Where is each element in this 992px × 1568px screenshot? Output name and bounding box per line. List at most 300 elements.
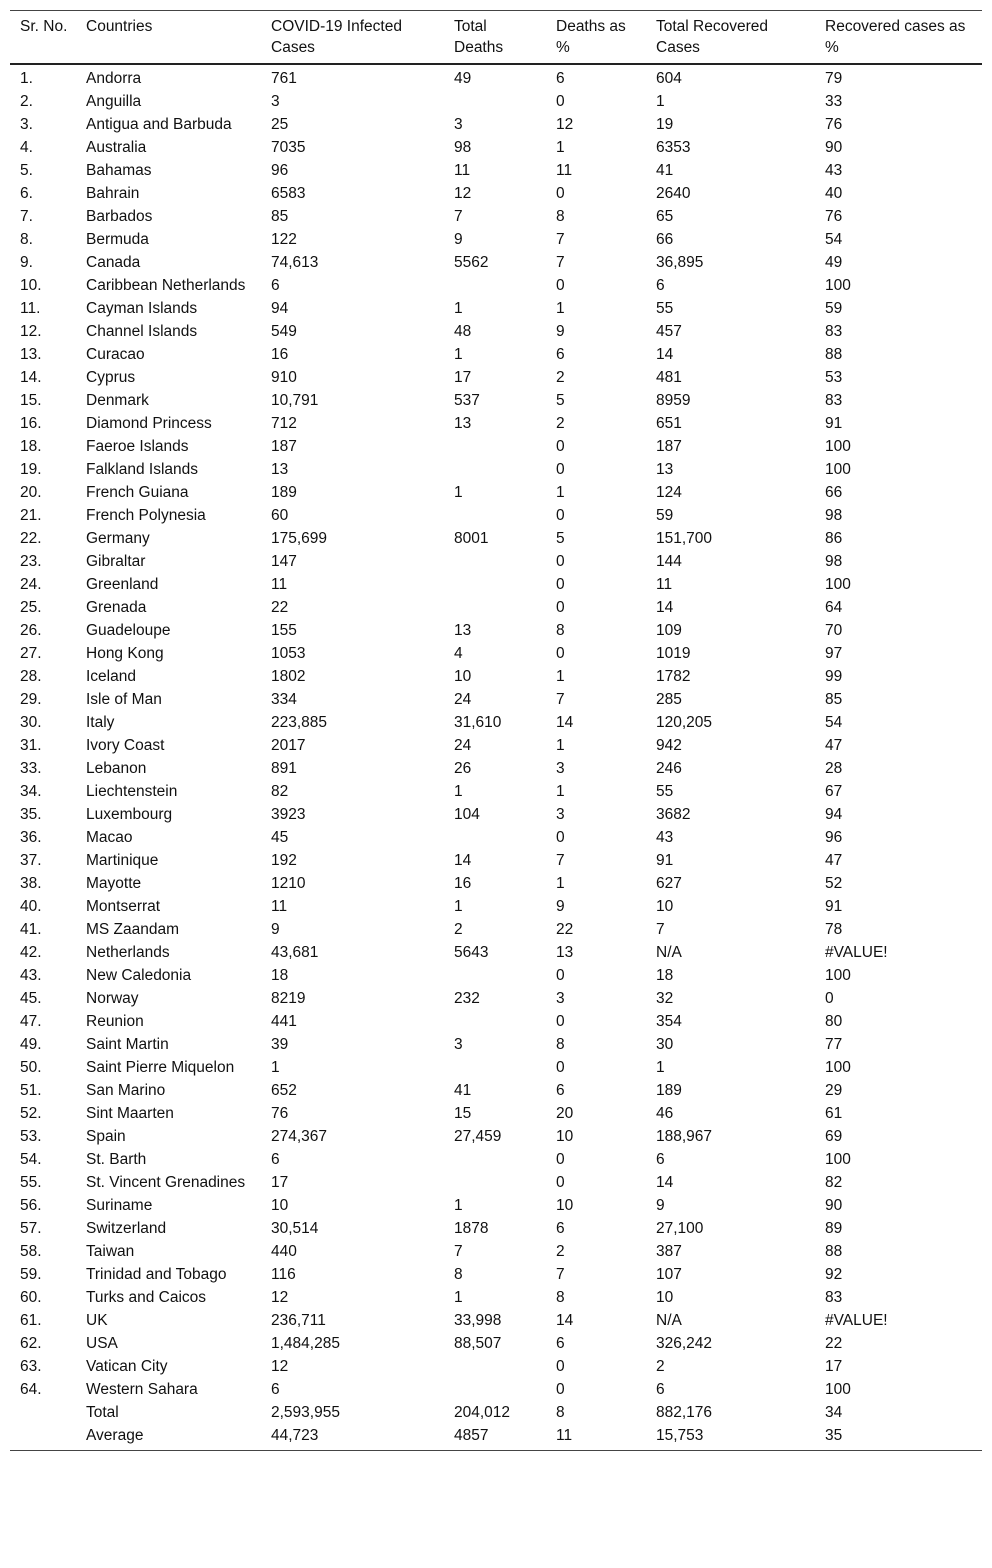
cell-country: Gibraltar	[86, 553, 146, 570]
cell-infected-cases: 39	[271, 1036, 289, 1053]
cell-recovered-percent: 47	[825, 737, 843, 754]
cell-infected-cases: 12	[271, 1358, 289, 1375]
cell-infected-cases: 652	[271, 1082, 297, 1099]
cell-total-deaths: 14	[454, 852, 472, 869]
cell-country: Bahamas	[86, 162, 152, 179]
cell-deaths-percent: 0	[556, 277, 565, 294]
cell-total-deaths: 98	[454, 139, 472, 156]
cell-recovered-percent: 17	[825, 1358, 843, 1375]
cell-deaths-percent: 0	[556, 553, 565, 570]
table-row	[10, 1148, 982, 1171]
cell-total-deaths: 3	[454, 1036, 463, 1053]
cell-infected-cases: 11	[271, 576, 288, 593]
cell-country: French Guiana	[86, 484, 189, 501]
cell-total-deaths: 48	[454, 323, 472, 340]
cell-recovered-percent: 66	[825, 484, 843, 501]
cell-total-deaths	[444, 550, 546, 573]
cell-sr-no: 30.	[20, 714, 42, 731]
cell-country: Saint Pierre Miquelon	[86, 1059, 235, 1076]
table-row	[10, 1424, 982, 1451]
cell-country: Western Sahara	[86, 1381, 198, 1398]
header-infected-cases: COVID-19 Infected Cases	[271, 18, 402, 56]
cell-recovered-percent: 28	[825, 760, 843, 777]
cell-total-deaths: 31,610	[454, 714, 502, 731]
cell-infected-cases: 1	[271, 1059, 280, 1076]
cell-total-deaths	[444, 573, 546, 596]
cell-sr-no: 52.	[20, 1105, 42, 1122]
cell-deaths-percent: 6	[556, 346, 565, 363]
cell-recovered-percent: 35	[825, 1427, 843, 1444]
cell-total-recovered: 6353	[656, 139, 691, 156]
cell-total-recovered: 66	[656, 231, 674, 248]
cell-deaths-percent: 11	[556, 1427, 573, 1444]
cell-total-recovered: 10	[656, 898, 674, 915]
cell-total-deaths	[444, 458, 546, 481]
cell-total-recovered: 481	[656, 369, 682, 386]
cell-total-recovered: 32	[656, 990, 674, 1007]
cell-total-deaths: 24	[454, 737, 472, 754]
cell-infected-cases: 10	[271, 1197, 289, 1214]
cell-recovered-percent: 94	[825, 806, 843, 823]
cell-deaths-percent: 7	[556, 1266, 565, 1283]
cell-sr-no: 57.	[20, 1220, 42, 1237]
cell-sr-no: 27.	[20, 645, 42, 662]
cell-sr-no	[10, 1401, 76, 1424]
cell-recovered-percent: 49	[825, 254, 843, 271]
cell-sr-no: 28.	[20, 668, 42, 685]
cell-recovered-percent: 29	[825, 1082, 843, 1099]
cell-sr-no: 26.	[20, 622, 42, 639]
cell-total-deaths: 49	[454, 70, 472, 87]
cell-recovered-percent: 40	[825, 185, 843, 202]
cell-infected-cases: 96	[271, 162, 289, 179]
cell-deaths-percent: 0	[556, 1013, 565, 1030]
table-row	[10, 596, 982, 619]
cell-deaths-percent: 6	[556, 1082, 565, 1099]
table-row	[10, 803, 982, 826]
cell-recovered-percent: 22	[825, 1335, 843, 1352]
table-row	[10, 826, 982, 849]
cell-country: Martinique	[86, 852, 159, 869]
cell-total-deaths: 5562	[454, 254, 489, 271]
cell-country: Germany	[86, 530, 150, 547]
cell-sr-no: 13.	[20, 346, 42, 363]
cell-total-deaths: 1	[454, 346, 463, 363]
cell-total-deaths	[444, 1148, 546, 1171]
cell-total-deaths	[444, 1378, 546, 1401]
cell-country: USA	[86, 1335, 118, 1352]
cell-recovered-percent: 100	[825, 461, 851, 478]
cell-infected-cases: 11	[271, 898, 288, 915]
cell-infected-cases: 6583	[271, 185, 306, 202]
cell-total-deaths: 2	[454, 921, 463, 938]
cell-country: Channel Islands	[86, 323, 198, 340]
cell-infected-cases: 334	[271, 691, 297, 708]
cell-country: UK	[86, 1312, 108, 1329]
cell-infected-cases: 10,791	[271, 392, 319, 409]
cell-deaths-percent: 2	[556, 1243, 565, 1260]
cell-total-deaths	[444, 1171, 546, 1194]
cell-sr-no: 45.	[20, 990, 42, 1007]
table-row	[10, 688, 982, 711]
cell-total-deaths: 3	[454, 116, 463, 133]
table-row	[10, 64, 982, 90]
table-row	[10, 1102, 982, 1125]
cell-deaths-percent: 1	[556, 783, 565, 800]
cell-sr-no: 20.	[20, 484, 42, 501]
cell-deaths-percent: 0	[556, 1151, 565, 1168]
table-row	[10, 159, 982, 182]
cell-total-recovered: N/A	[656, 1312, 682, 1329]
cell-recovered-percent: 61	[825, 1105, 843, 1122]
cell-total-deaths: 33,998	[454, 1312, 502, 1329]
cell-recovered-percent: 91	[825, 415, 843, 432]
cell-total-deaths: 1878	[454, 1220, 489, 1237]
cell-deaths-percent: 8	[556, 1289, 565, 1306]
cell-total-deaths	[444, 826, 546, 849]
cell-total-deaths: 5643	[454, 944, 489, 961]
cell-recovered-percent: 90	[825, 139, 843, 156]
cell-sr-no: 3.	[20, 116, 33, 133]
cell-total-recovered: 285	[656, 691, 682, 708]
cell-total-recovered: 354	[656, 1013, 682, 1030]
cell-total-deaths: 10	[454, 668, 472, 685]
header-deaths-percent: Deaths as %	[556, 18, 626, 56]
cell-country: Anguilla	[86, 93, 142, 110]
cell-total-recovered: 43	[656, 829, 674, 846]
cell-infected-cases: 155	[271, 622, 297, 639]
table-row	[10, 642, 982, 665]
cell-country: Suriname	[86, 1197, 153, 1214]
cell-deaths-percent: 10	[556, 1128, 574, 1145]
table-row	[10, 389, 982, 412]
cell-sr-no: 49.	[20, 1036, 42, 1053]
cell-sr-no: 12.	[20, 323, 42, 340]
header-recovered-percent: Recovered cases as %	[825, 18, 966, 56]
cell-deaths-percent: 0	[556, 599, 565, 616]
cell-infected-cases: 761	[271, 70, 297, 87]
cell-total-recovered: 1019	[656, 645, 691, 662]
cell-recovered-percent: 79	[825, 70, 843, 87]
table-row	[10, 711, 982, 734]
cell-sr-no: 16.	[20, 415, 42, 432]
cell-recovered-percent: 47	[825, 852, 843, 869]
cell-recovered-percent: 59	[825, 300, 843, 317]
cell-infected-cases: 25	[271, 116, 289, 133]
cell-total-recovered: 387	[656, 1243, 682, 1260]
cell-total-recovered: 1782	[656, 668, 691, 685]
cell-deaths-percent: 10	[556, 1197, 574, 1214]
cell-recovered-percent: 54	[825, 714, 843, 731]
cell-total-recovered: 1	[656, 93, 665, 110]
cell-deaths-percent: 9	[556, 323, 565, 340]
table-row	[10, 1401, 982, 1424]
table-row	[10, 90, 982, 113]
cell-recovered-percent: 98	[825, 507, 843, 524]
cell-total-recovered: 627	[656, 875, 682, 892]
cell-total-deaths: 9	[454, 231, 463, 248]
cell-total-recovered: 1	[656, 1059, 665, 1076]
cell-deaths-percent: 3	[556, 806, 565, 823]
cell-deaths-percent: 0	[556, 507, 565, 524]
cell-recovered-percent: 91	[825, 898, 843, 915]
cell-recovered-percent: 76	[825, 116, 843, 133]
table-row	[10, 527, 982, 550]
table-row	[10, 987, 982, 1010]
cell-infected-cases: 910	[271, 369, 297, 386]
table-row	[10, 550, 982, 573]
cell-total-recovered: N/A	[656, 944, 682, 961]
header-sr-no: Sr. No.	[20, 18, 68, 35]
cell-total-deaths: 232	[454, 990, 480, 1007]
cell-total-deaths: 11	[454, 162, 471, 179]
cell-total-recovered: 604	[656, 70, 682, 87]
cell-deaths-percent: 0	[556, 645, 565, 662]
table-body	[10, 64, 982, 1451]
cell-deaths-percent: 14	[556, 714, 574, 731]
cell-deaths-percent: 1	[556, 668, 565, 685]
table-row	[10, 1332, 982, 1355]
cell-recovered-percent: 96	[825, 829, 843, 846]
cell-total-deaths: 7	[454, 1243, 463, 1260]
cell-infected-cases: 60	[271, 507, 289, 524]
cell-recovered-percent: #VALUE!	[825, 944, 888, 961]
cell-sr-no: 15.	[20, 392, 42, 409]
cell-recovered-percent: 98	[825, 553, 843, 570]
cell-recovered-percent: 100	[825, 967, 851, 984]
cell-total-deaths: 13	[454, 415, 472, 432]
cell-deaths-percent: 5	[556, 530, 565, 547]
cell-deaths-percent: 8	[556, 208, 565, 225]
cell-recovered-percent: 100	[825, 1381, 851, 1398]
cell-sr-no: 9.	[20, 254, 33, 271]
cell-deaths-percent: 6	[556, 1335, 565, 1352]
cell-recovered-percent: 85	[825, 691, 843, 708]
cell-recovered-percent: 52	[825, 875, 843, 892]
cell-country: Saint Martin	[86, 1036, 169, 1053]
cell-recovered-percent: 97	[825, 645, 843, 662]
cell-total-recovered: 55	[656, 783, 674, 800]
cell-infected-cases: 175,699	[271, 530, 328, 547]
cell-deaths-percent: 2	[556, 369, 565, 386]
cell-deaths-percent: 0	[556, 1174, 565, 1191]
cell-sr-no: 10.	[20, 277, 42, 294]
cell-country: Antigua and Barbuda	[86, 116, 232, 133]
table-row	[10, 573, 982, 596]
cell-sr-no: 47.	[20, 1013, 42, 1030]
cell-total-recovered: 14	[656, 1174, 674, 1191]
cell-total-recovered: 651	[656, 415, 682, 432]
cell-country: Vatican City	[86, 1358, 168, 1375]
cell-infected-cases: 43,681	[271, 944, 319, 961]
cell-total-recovered: 942	[656, 737, 682, 754]
cell-country: French Polynesia	[86, 507, 206, 524]
cell-sr-no: 21.	[20, 507, 42, 524]
cell-total-recovered: 59	[656, 507, 674, 524]
table-row	[10, 113, 982, 136]
cell-sr-no: 18.	[20, 438, 42, 455]
cell-deaths-percent: 0	[556, 93, 565, 110]
cell-recovered-percent: 100	[825, 576, 851, 593]
cell-country: Caribbean Netherlands	[86, 277, 246, 294]
cell-country: Curacao	[86, 346, 145, 363]
cell-total-recovered: 18	[656, 967, 674, 984]
cell-total-recovered: 2640	[656, 185, 691, 202]
cell-recovered-percent: 78	[825, 921, 843, 938]
cell-country: Iceland	[86, 668, 136, 685]
cell-total-deaths: 1	[454, 1197, 463, 1214]
cell-total-deaths: 8001	[454, 530, 489, 547]
cell-total-recovered: 6	[656, 1151, 665, 1168]
cell-total-recovered: 11	[656, 576, 673, 593]
cell-country: Bahrain	[86, 185, 140, 202]
cell-sr-no	[10, 1424, 76, 1451]
cell-sr-no: 29.	[20, 691, 42, 708]
cell-deaths-percent: 7	[556, 231, 565, 248]
table-row	[10, 895, 982, 918]
cell-total-deaths: 537	[454, 392, 480, 409]
cell-infected-cases: 189	[271, 484, 297, 501]
cell-total-recovered: 189	[656, 1082, 682, 1099]
cell-recovered-percent: 89	[825, 1220, 843, 1237]
cell-sr-no: 55.	[20, 1174, 42, 1191]
cell-recovered-percent: 0	[825, 990, 834, 1007]
cell-infected-cases: 74,613	[271, 254, 319, 271]
table-row	[10, 1286, 982, 1309]
cell-recovered-percent: 83	[825, 323, 843, 340]
cell-sr-no: 63.	[20, 1358, 42, 1375]
table-row	[10, 941, 982, 964]
cell-country: Total	[86, 1404, 119, 1421]
cell-deaths-percent: 8	[556, 1036, 565, 1053]
cell-country: Netherlands	[86, 944, 170, 961]
cell-sr-no: 23.	[20, 553, 42, 570]
cell-total-deaths: 8	[454, 1266, 463, 1283]
table-row	[10, 412, 982, 435]
cell-total-recovered: 6	[656, 277, 665, 294]
cell-deaths-percent: 1	[556, 139, 565, 156]
table-row	[10, 665, 982, 688]
cell-recovered-percent: 88	[825, 346, 843, 363]
cell-country: Cyprus	[86, 369, 136, 386]
cell-infected-cases: 1210	[271, 875, 306, 892]
cell-recovered-percent: 99	[825, 668, 843, 685]
cell-total-recovered: 91	[656, 852, 674, 869]
cell-deaths-percent: 7	[556, 691, 565, 708]
cell-deaths-percent: 0	[556, 576, 565, 593]
cell-recovered-percent: 83	[825, 1289, 843, 1306]
cell-recovered-percent: 77	[825, 1036, 843, 1053]
table-row	[10, 872, 982, 895]
cell-deaths-percent: 11	[556, 162, 573, 179]
cell-infected-cases: 7035	[271, 139, 306, 156]
cell-country: Bermuda	[86, 231, 149, 248]
cell-sr-no: 36.	[20, 829, 42, 846]
cell-deaths-percent: 5	[556, 392, 565, 409]
cell-recovered-percent: 83	[825, 392, 843, 409]
table-row	[10, 182, 982, 205]
cell-country: Australia	[86, 139, 147, 156]
table-row	[10, 849, 982, 872]
cell-infected-cases: 6	[271, 1151, 280, 1168]
table-row	[10, 297, 982, 320]
cell-deaths-percent: 3	[556, 990, 565, 1007]
cell-recovered-percent: 90	[825, 1197, 843, 1214]
cell-recovered-percent: 76	[825, 208, 843, 225]
table-row	[10, 481, 982, 504]
cell-deaths-percent: 13	[556, 944, 574, 961]
cell-country: Ivory Coast	[86, 737, 165, 754]
cell-country: Andorra	[86, 70, 142, 87]
cell-country: Denmark	[86, 392, 149, 409]
cell-total-recovered: 187	[656, 438, 682, 455]
cell-total-recovered: 109	[656, 622, 682, 639]
cell-country: St. Vincent Grenadines	[86, 1174, 246, 1191]
cell-country: Trinidad and Tobago	[86, 1266, 227, 1283]
cell-recovered-percent: 53	[825, 369, 843, 386]
cell-recovered-percent: 34	[825, 1404, 843, 1421]
cell-sr-no: 61.	[20, 1312, 42, 1329]
cell-infected-cases: 12	[271, 1289, 289, 1306]
cell-country: San Marino	[86, 1082, 166, 1099]
cell-infected-cases: 30,514	[271, 1220, 319, 1237]
cell-recovered-percent: 88	[825, 1243, 843, 1260]
cell-total-deaths: 41	[454, 1082, 472, 1099]
cell-country: Greenland	[86, 576, 159, 593]
cell-total-recovered: 9	[656, 1197, 665, 1214]
table-header	[10, 11, 982, 65]
table-row	[10, 343, 982, 366]
cell-deaths-percent: 7	[556, 254, 565, 271]
cell-total-deaths: 26	[454, 760, 472, 777]
table-row	[10, 1194, 982, 1217]
cell-total-recovered: 10	[656, 1289, 674, 1306]
cell-deaths-percent: 0	[556, 967, 565, 984]
cell-sr-no: 6.	[20, 185, 33, 202]
cell-total-deaths: 24	[454, 691, 472, 708]
cell-country: Italy	[86, 714, 115, 731]
cell-sr-no: 19.	[20, 461, 42, 478]
cell-deaths-percent: 6	[556, 70, 565, 87]
cell-total-recovered: 457	[656, 323, 682, 340]
cell-total-deaths: 15	[454, 1105, 472, 1122]
cell-country: Taiwan	[86, 1243, 135, 1260]
cell-total-recovered: 124	[656, 484, 682, 501]
cell-country: Hong Kong	[86, 645, 164, 662]
table-row	[10, 1033, 982, 1056]
cell-total-recovered: 246	[656, 760, 682, 777]
cell-country: Spain	[86, 1128, 126, 1145]
cell-sr-no: 64.	[20, 1381, 42, 1398]
cell-deaths-percent: 0	[556, 1358, 565, 1375]
cell-sr-no: 40.	[20, 898, 42, 915]
table-row	[10, 136, 982, 159]
cell-infected-cases: 236,711	[271, 1312, 326, 1329]
cell-recovered-percent: 64	[825, 599, 843, 616]
cell-total-recovered: 36,895	[656, 254, 704, 271]
cell-total-recovered: 2	[656, 1358, 665, 1375]
cell-total-deaths: 13	[454, 622, 472, 639]
cell-deaths-percent: 2	[556, 415, 565, 432]
cell-total-deaths	[444, 1010, 546, 1033]
cell-total-recovered: 55	[656, 300, 674, 317]
cell-sr-no: 33.	[20, 760, 42, 777]
table-row	[10, 1125, 982, 1148]
cell-sr-no: 7.	[20, 208, 33, 225]
cell-deaths-percent: 1	[556, 484, 565, 501]
cell-total-deaths	[444, 596, 546, 619]
cell-sr-no: 51.	[20, 1082, 42, 1099]
